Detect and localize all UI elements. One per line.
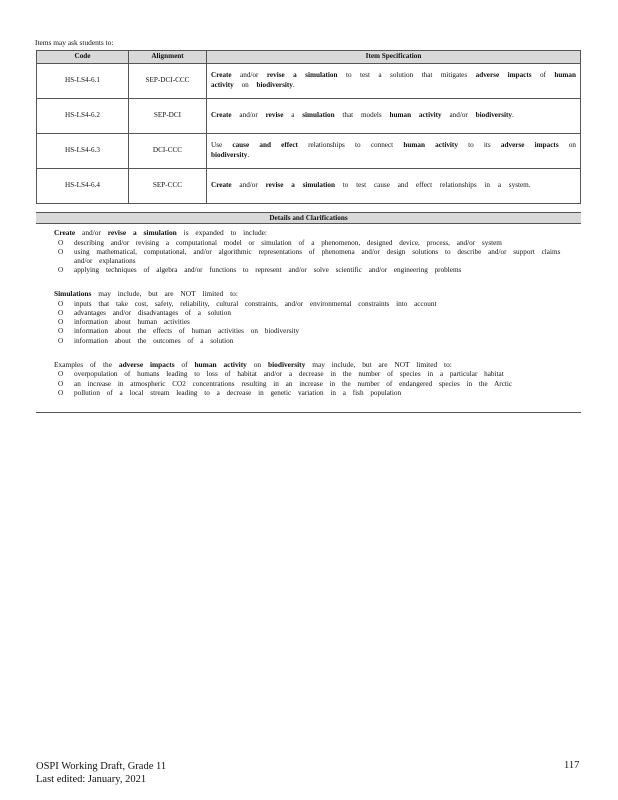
table-row <box>37 98 581 133</box>
details-group-examples <box>44 357 581 398</box>
circle-bullet-icon: O <box>58 246 64 255</box>
table-row <box>37 133 581 168</box>
code-cell: HS-LS4-6.1 <box>37 63 129 98</box>
header-code: Code <box>37 51 129 64</box>
details-list <box>44 297 581 346</box>
code-cell: HS-LS4-6.2 <box>37 98 129 133</box>
specification-cell: Create and/or revise a simulation to test cause and effect relationships in a system. <box>207 168 581 203</box>
list-item: O information about human activities <box>58 318 581 327</box>
list-item: O using mathematical, computational, and/or algorithmic representations of phenomena and/or design solutions to describe and/or support claims and/or explanations <box>58 246 561 264</box>
alignment-cell: SEP-CCC <box>129 168 207 203</box>
details-group-simulations <box>44 289 581 346</box>
intro-text: Items may ask students to: <box>35 38 114 47</box>
circle-bullet-icon: O <box>58 297 64 306</box>
circle-bullet-icon: O <box>58 334 64 343</box>
header-alignment: Alignment <box>129 51 207 64</box>
header-item-specification: Item Specification <box>207 51 581 64</box>
square-bullet-icon <box>44 290 54 300</box>
specification-cell: Create and/or revise a simulation to test a solution that mitigates adverse impacts of human activity on biodiversity. <box>207 63 581 98</box>
circle-bullet-icon: O <box>58 325 64 334</box>
footer <box>36 760 166 786</box>
list-item: O pollution of a local stream leading to a decrease in genetic variation in a fish population <box>58 389 581 398</box>
details-list <box>44 239 581 276</box>
circle-bullet-icon: O <box>58 265 64 274</box>
table-row <box>37 63 581 98</box>
alignment-cell: SEP-DCI-CCC <box>129 63 207 98</box>
code-cell: HS-LS4-6.3 <box>37 133 129 168</box>
list-item: O inputs that take cost, safety, reliability, cultural constraints, and/or environmental constraints into account <box>58 300 581 309</box>
specification-cell: Create and/or revise a simulation that models human activity and/or biodiversity. <box>207 98 581 133</box>
list-item: O an increase in atmospheric CO2 concentrations resulting in an increase in the number of endangered species in the Arctic <box>58 380 581 389</box>
circle-bullet-icon: O <box>58 385 64 394</box>
table-header-row <box>37 51 581 64</box>
circle-bullet-icon: O <box>58 376 64 385</box>
square-bullet-icon <box>44 361 54 371</box>
details-group-create <box>44 228 581 275</box>
alignment-cell: DCI-CCC <box>129 133 207 168</box>
list-item: O advantages and/or disadvantages of a solution <box>58 309 581 318</box>
circle-bullet-icon: O <box>58 367 64 376</box>
group-title: Simulations may include, but are NOT limited to: <box>54 288 238 298</box>
list-item: O information about the outcomes of a solution <box>58 337 581 346</box>
details-list <box>44 367 581 398</box>
circle-bullet-icon: O <box>58 307 64 316</box>
list-item: O information about the effects of human activities on biodiversity <box>58 327 581 336</box>
list-item: O applying techniques of algebra and/or functions to represent and/or solve scientific and/or engineering problems <box>58 266 581 275</box>
circle-bullet-icon: O <box>58 316 64 325</box>
specification-cell: Use cause and effect relationships to connect human activity to its adverse impacts on biodiversity. <box>207 133 581 168</box>
page-number: 117 <box>564 760 580 771</box>
list-item: O describing and/or revising a computational model or simulation of a phenomenon, designed device, process, and/or system <box>58 239 581 248</box>
code-cell: HS-LS4-6.4 <box>37 168 129 203</box>
group-title: Examples of the adverse impacts of human activity on biodiversity may include, but are NOT limited to: <box>54 357 452 367</box>
footer-draft-label: OSPI Working Draft, Grade 11 <box>36 761 167 772</box>
circle-bullet-icon: O <box>58 237 64 246</box>
footer-last-edited: Last edited: January, 2021 <box>36 774 147 785</box>
group-title: Create and/or revise a simulation is expanded to include: <box>54 228 267 237</box>
list-item: O overpopulation of humans leading to loss of habitat and/or a decrease in the number of species in a particular habitat <box>58 370 581 379</box>
table-row <box>37 168 581 203</box>
alignment-cell: SEP-DCI <box>129 98 207 133</box>
square-bullet-icon <box>44 229 54 239</box>
details-section <box>36 212 581 413</box>
details-header: Details and Clarifications <box>36 213 581 224</box>
item-specification-table <box>36 50 581 204</box>
